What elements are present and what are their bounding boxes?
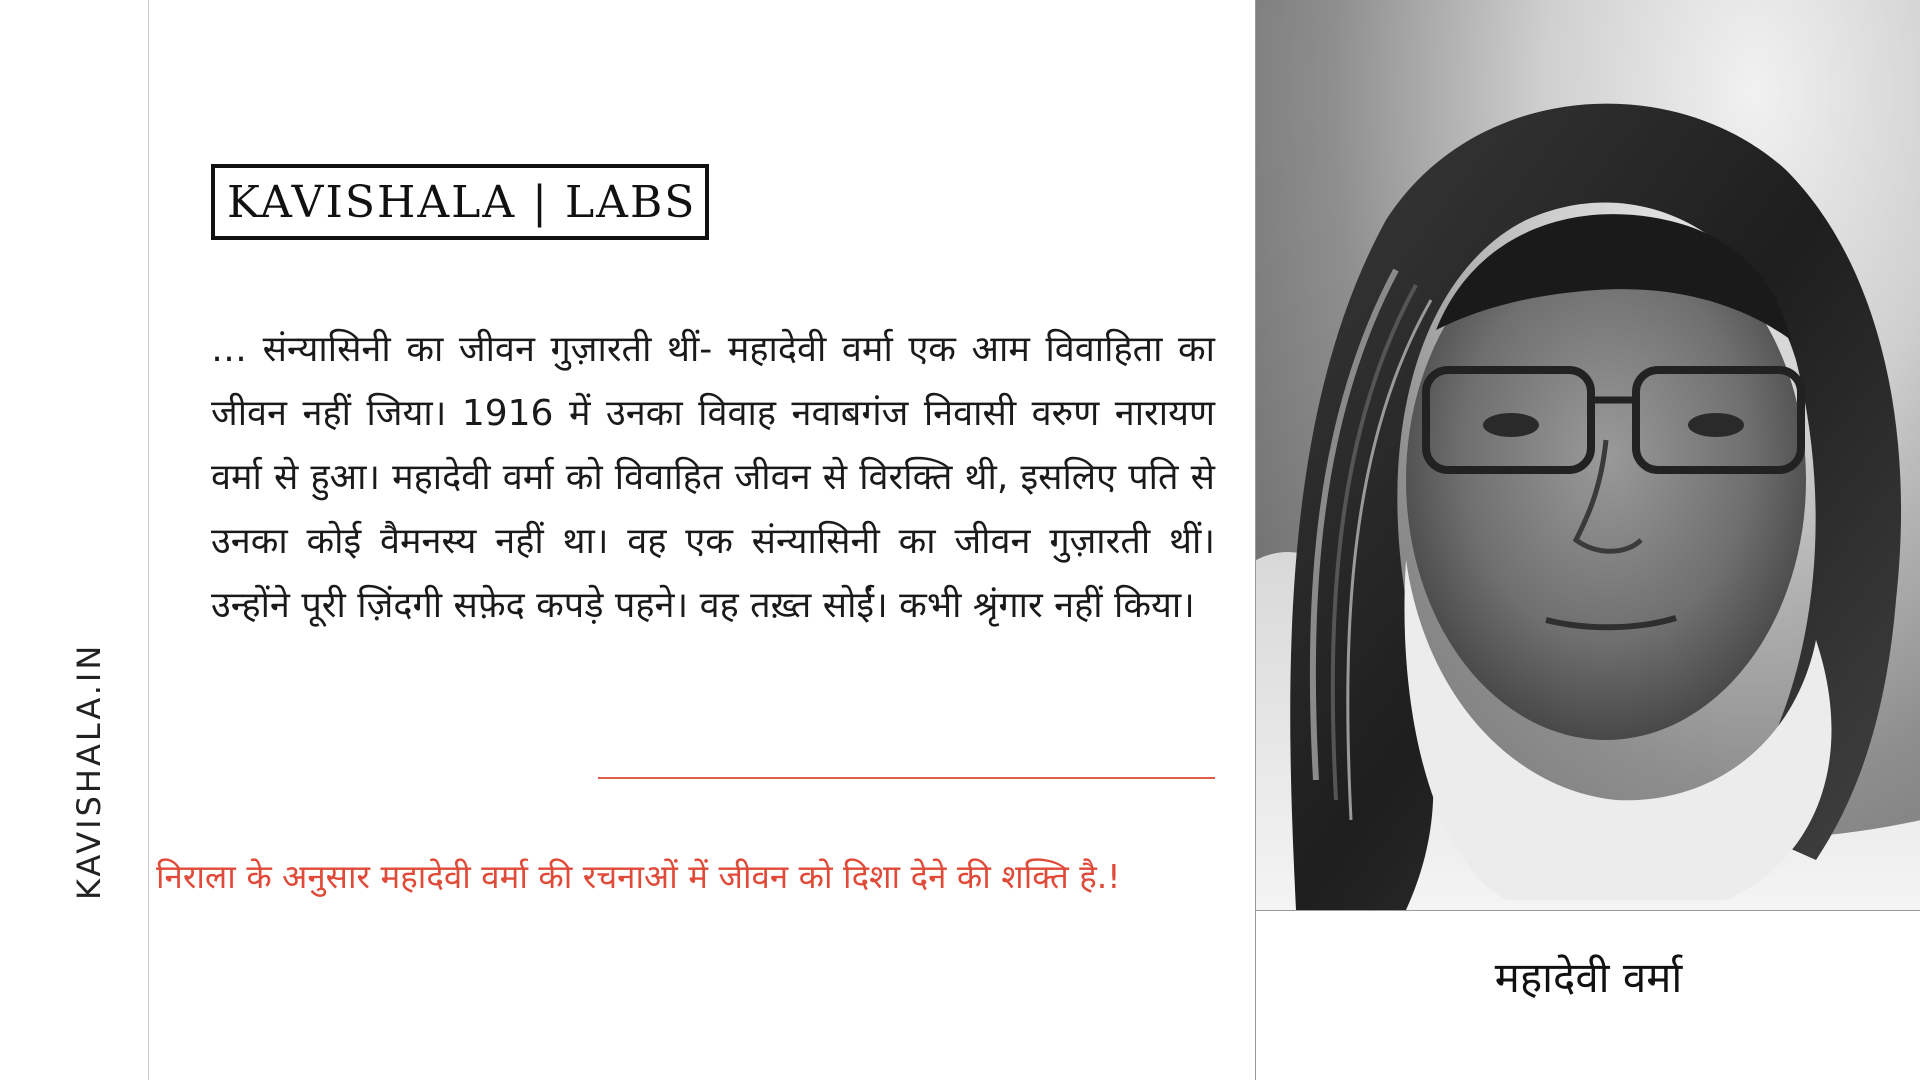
brand-logo-separator: | bbox=[532, 176, 549, 228]
portrait-photo bbox=[1256, 0, 1920, 910]
highlight-quote: निराला के अनुसार महादेवी वर्मा की रचनाओं में जीवन को दिशा देने की शक्ति है.! bbox=[156, 857, 1121, 896]
portrait-caption: महादेवी वर्मा bbox=[1494, 953, 1683, 1002]
caption-divider bbox=[1256, 910, 1920, 911]
article-body: … संन्यासिनी का जीवन गुज़ारती थीं- महादेवी वर्मा एक आम विवाहिता का जीवन नहीं जिया। 1916 में उनका विवाह नवाबगंज निवासी वरुण नारायण वर्मा से हुआ। महादेवी वर्मा को विवाहित जीवन से विरक्ति थी, इसलिए पति से उनका कोई वैमनस्य नहीं था। वह एक संन्यासिनी का जीवन गुज़ारती थीं। उन्होंने पूरी ज़िंदगी सफ़ेद कपड़े पहने। वह तख़्त सोईं। कभी श्रृंगार नहीं किया। bbox=[211, 329, 1215, 626]
brand-logo-suffix: LABS bbox=[564, 176, 697, 228]
side-brand-text: KAVISHALA.IN bbox=[70, 642, 108, 900]
brand-logo bbox=[211, 164, 709, 240]
side-divider bbox=[148, 0, 149, 1080]
accent-divider bbox=[598, 777, 1215, 779]
portrait-illustration bbox=[1256, 0, 1920, 910]
portrait-panel bbox=[1255, 0, 1920, 1080]
brand-logo-name: KAVISHALA bbox=[227, 176, 517, 228]
